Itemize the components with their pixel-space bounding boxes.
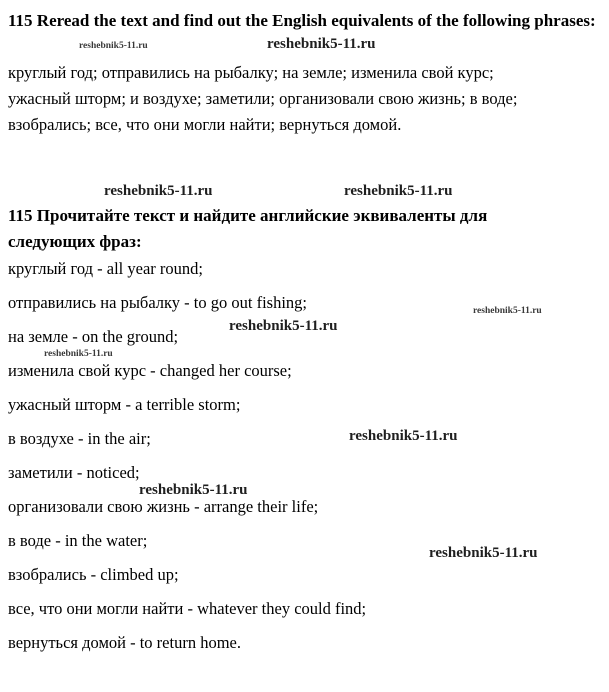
answer-line: в воздухе - in the air; [8, 429, 151, 448]
answer-line: взобрались - climbed up; [8, 565, 179, 584]
watermark: reshebnik5-11.ru [349, 428, 458, 444]
answer-line: на земле - on the ground; [8, 327, 179, 346]
watermark: reshebnik5-11.ru [79, 41, 148, 51]
task-heading-russian: 115 Прочитайте текст и найдите английские эквиваленты для следующих фраз: [8, 206, 488, 251]
watermark: reshebnik5-11.ru [267, 36, 376, 52]
answer-line: все, что они могли найти - whatever they could find; [8, 599, 367, 618]
phrase-line: взобрались; все, что они могли найти; вернуться домой. [8, 115, 402, 134]
answer-line: круглый год - all year round; [8, 259, 203, 278]
answer-line: в воде - in the water; [8, 531, 148, 550]
phrase-line: ужасный шторм; и воздухе; заметили; организовали свою жизнь; в воде; [8, 89, 518, 108]
answer-line: вернуться домой - to return home. [8, 633, 241, 652]
answer-line: изменила свой курс - changed her course; [8, 361, 292, 380]
watermark: reshebnik5-11.ru [344, 183, 453, 199]
answer-line: отправились на рыбалку - to go out fishing; [8, 293, 308, 312]
watermark: reshebnik5-11.ru [229, 318, 338, 334]
watermark: reshebnik5-11.ru [429, 545, 538, 561]
phrase-line: круглый год; отправились на рыбалку; на земле; изменила свой курс; [8, 63, 494, 82]
task-heading-english: 115 Reread the text and find out the English equivalents of the following phrases: [8, 11, 596, 30]
answer-line: ужасный шторм - a terrible storm; [8, 395, 241, 414]
watermark: reshebnik5-11.ru [104, 183, 213, 199]
watermark: reshebnik5-11.ru [139, 482, 248, 498]
watermark: reshebnik5-11.ru [473, 306, 542, 316]
phrase-list [8, 60, 600, 138]
answer-line: организовали свою жизнь - arrange their life; [8, 497, 319, 516]
watermark: reshebnik5-11.ru [44, 349, 113, 359]
answer-line: заметили - noticed; [8, 463, 140, 482]
